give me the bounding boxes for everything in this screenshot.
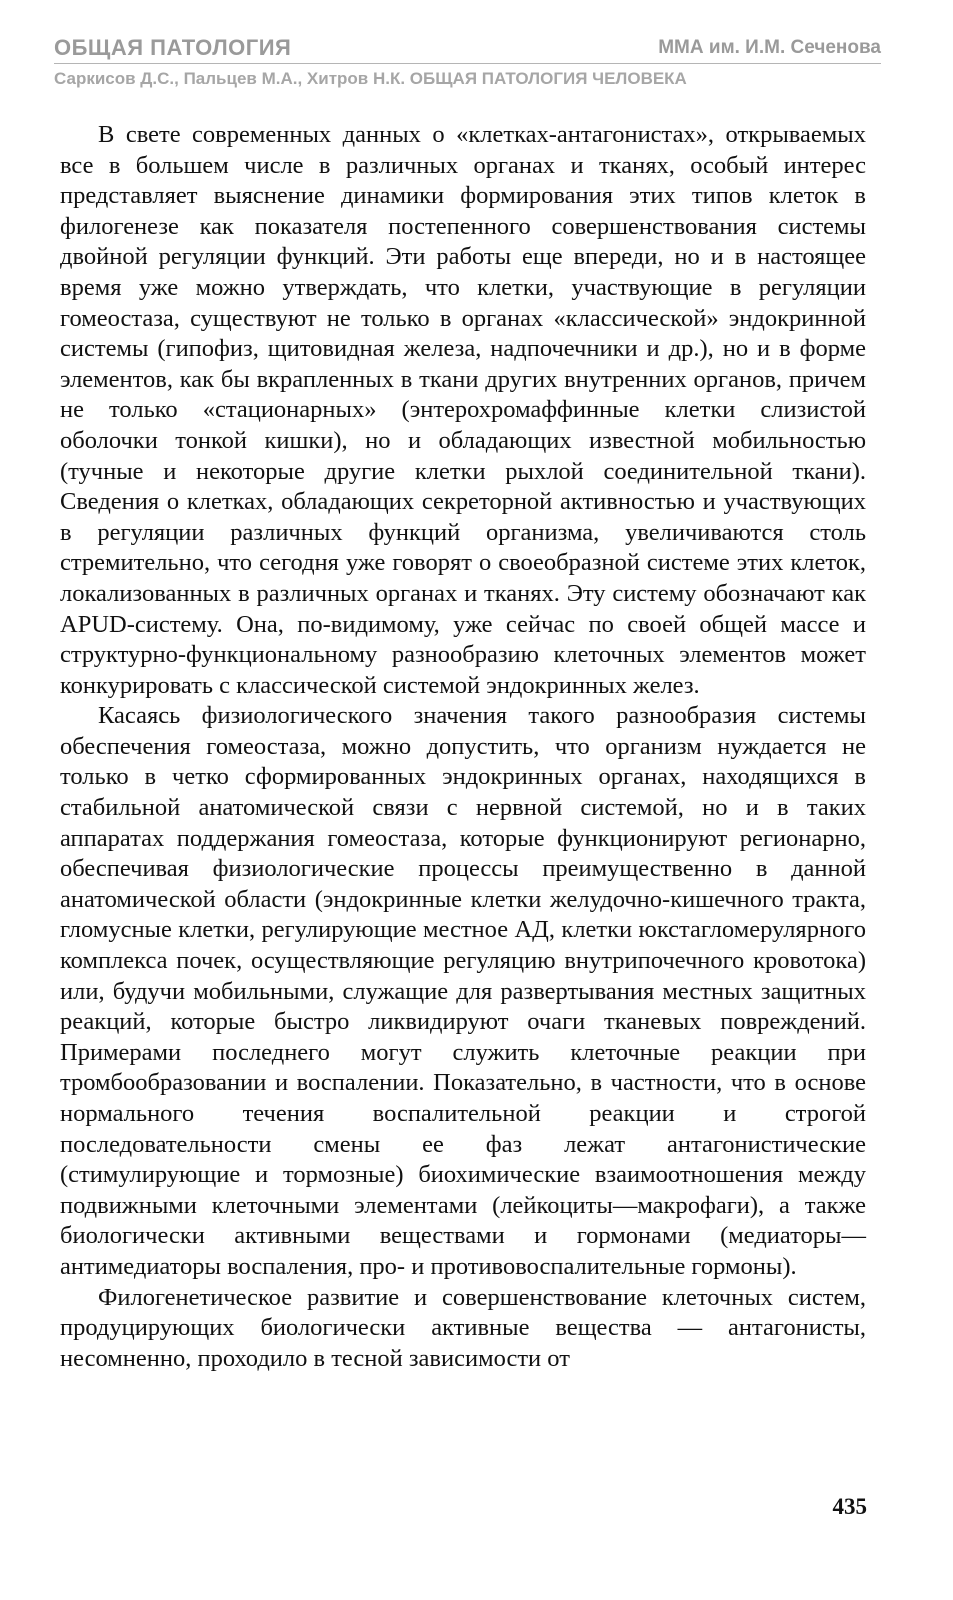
body-text xyxy=(60,120,866,1374)
book-citation: Саркисов Д.С., Пальцев М.А., Хитров Н.К. ОБЩАЯ ПАТОЛОГИЯ ЧЕЛОВЕКА xyxy=(54,69,687,88)
paragraph: Филогенетическое развитие и совершенствование клеточных систем, продуцирующих биологически активные вещества — антагонисты, несомненно, проходило в тесной зависимости от xyxy=(60,1283,866,1372)
running-header-section: ОБЩАЯ ПАТОЛОГИЯ xyxy=(54,35,292,60)
running-header-institution: ММА им. И.М. Сеченова xyxy=(658,37,881,58)
paragraph: В свете современных данных о «клетках-антагонистах», открываемых все в большем числе в различных органах и тканях, особый интерес представляет выяснение динамики формирования этих типов клеток в филогенезе как показателя постепенного совершенствования системы двойной регуляции функций. Эти работы еще впереди, но и в настоящее время уже можно утверждать, что клетки, участвующие в регуляции гомеостаза, существуют не только в органах «классической» эндокринной системы (гипофиз, щитовидная железа, надпочечники и др.), но и в форме элементов, как бы вкрапленных в ткани других внутренних органов, причем не только «стационарных» (энтерохромаффинные клетки слизистой оболочки тонкой кишки), но и обладающих известной мобильностью (тучные и некоторые другие клетки рыхлой соединительной ткани). Сведения о клетках, обладающих секреторной активностью и участвующих в регуляции различных функций организма, увеличиваются столь стремительно, что сегодня уже говорят о своеобразной системе этих клеток, локализованных в различных органах и тканях. Эту систему обозначают как APUD-систему. Она, по-видимому, уже сейчас по своей общей массе и структурно-функциональному разнообразию клеточных элементов может конкурировать с классической системой эндокринных желез. xyxy=(60,121,866,699)
header-divider xyxy=(54,63,881,64)
paragraph: Касаясь физиологического значения такого разнообразия системы обеспечения гомеостаза, можно допустить, что организм нуждается не только в четко сформированных эндокринных органах, находящихся в стабильной анатомической связи с нервной системой, но и в таких аппаратах поддержания гомеостаза, которые функционируют регионарно, обеспечивая физиологические процессы преимущественно в данной анатомической области (эндокринные клетки желудочно-кишечного тракта, гломусные клетки, регулирующие местное АД, клетки юкстагломерулярного комплекса почек, осуществляющие регуляцию внутрипочечного кровотока) или, будучи мобильными, служащие для развертывания местных защитных реакций, которые быстро ликвидируют очаги тканевых повреждений. Примерами последнего могут служить клеточные реакции при тромбообразовании и воспалении. Показательно, в частности, что в основе нормального течения воспалительной реакции и строгой последовательности смены ее фаз лежат антагонистические (стимулирующие и тормозные) биохимические взаимоотношения между подвижными клеточными элементами (лейкоциты—макрофаги), а также биологически активными веществами и гормонами (медиаторы—антимедиаторы воспаления, про- и противовоспалительные гормоны). xyxy=(60,702,866,1280)
page-number: 435 xyxy=(832,1494,867,1519)
